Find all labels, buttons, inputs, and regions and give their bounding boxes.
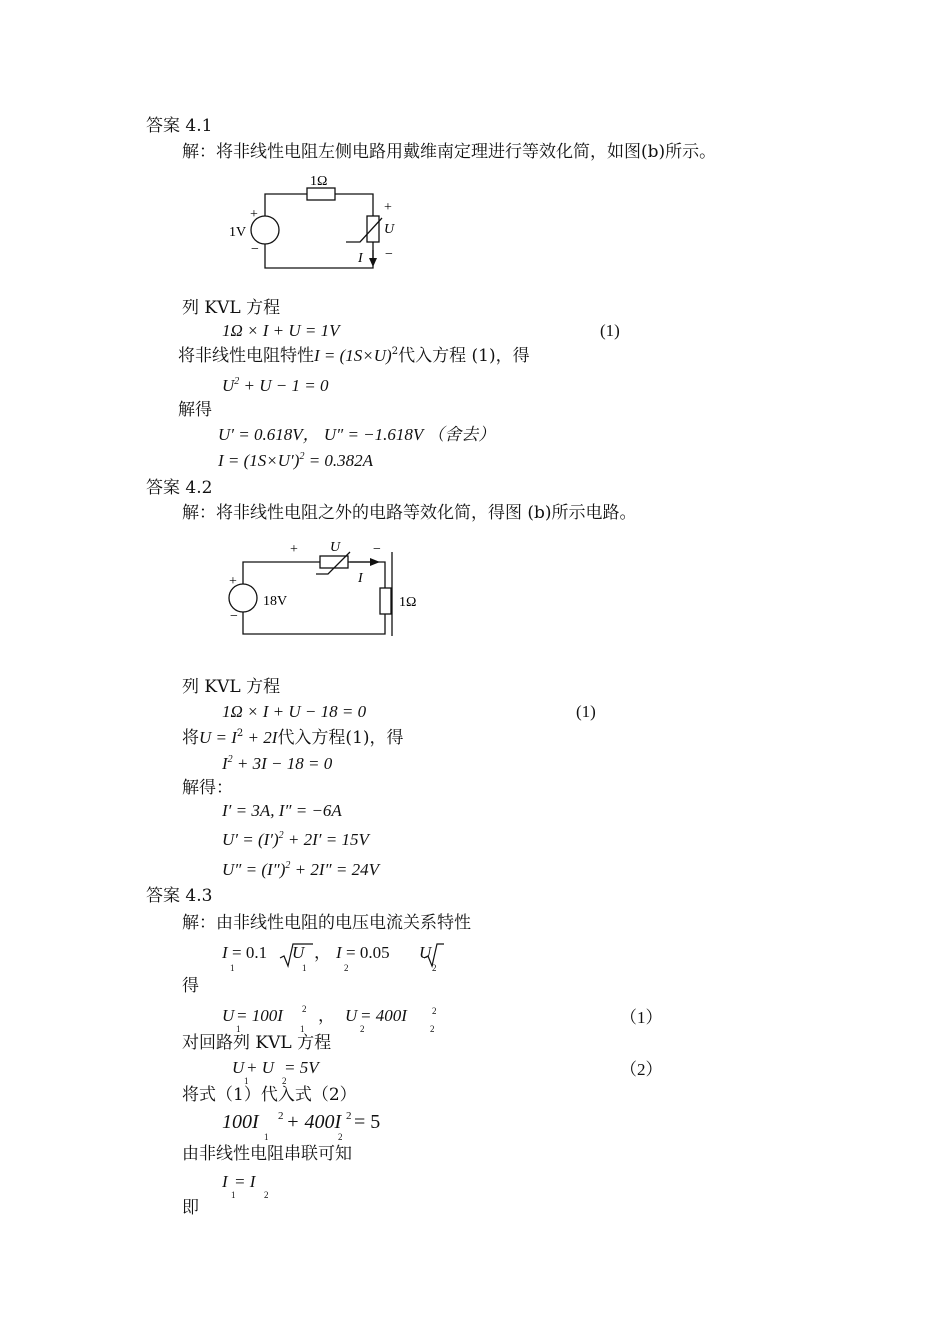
fig41-src-minus: −	[251, 242, 259, 257]
subst-suffix: 代入方程 (1)，得	[398, 346, 530, 366]
eqI-b: = I	[234, 1172, 256, 1191]
u1: U	[222, 1006, 235, 1025]
kvl-u1-sub: 1	[244, 1076, 249, 1086]
subst-prefix: 将非线性电阻特性	[178, 346, 314, 366]
eqI-a: I	[222, 1172, 228, 1191]
fig42-src-minus: −	[230, 609, 238, 624]
sol42-3sup: 2	[285, 860, 291, 871]
sol2-b: = 0.382A	[304, 451, 374, 470]
eq1-4-2: 1Ω × I + U − 18 = 0	[222, 702, 367, 721]
u2-rhs-sub: 2	[430, 1024, 435, 1034]
eq42-a: I	[222, 754, 228, 773]
series-4-3: 由非线性电阻串联可知	[182, 1144, 352, 1164]
kvl-u2-sub: 2	[282, 1076, 287, 1086]
eq2-sup: 2	[234, 376, 240, 387]
sol1-4-1: U′ = 0.618V， U″ = −1.618V （舍去）	[218, 425, 496, 444]
heading-4-2: 答案 4.2	[146, 478, 213, 498]
subst42-suffix: 代入方程(1)，得	[277, 728, 404, 748]
u2: U	[345, 1006, 358, 1025]
vi-i2: I	[336, 943, 342, 962]
sol42-2a: U′ = (I′)	[222, 830, 279, 849]
sol1-4-2: I′ = 3A, I″ = −6A	[222, 801, 342, 820]
u2-rhs: = 400I	[360, 1006, 407, 1025]
vi-sep: ，	[314, 943, 331, 963]
big-a-sup: 2	[278, 1110, 284, 1122]
heading-4-1: 答案 4.1	[146, 116, 213, 136]
vi-u2-sub: 2	[432, 963, 437, 973]
subst-eq: I = (1S×U)	[314, 346, 392, 365]
fig42-u-label: U	[330, 540, 341, 555]
vi-u1-sub: 1	[302, 963, 307, 973]
vi-i1: I	[222, 943, 228, 962]
vi-coef2: = 0.05	[346, 943, 390, 962]
fig41-i-label: I	[358, 251, 363, 266]
subst-sup: 2	[391, 346, 399, 357]
u-eq-no: （1）	[620, 1008, 663, 1027]
u1-rhs: = 100I	[236, 1006, 283, 1025]
intro-4-1: 解：将非线性电阻左侧电路用戴维南定理进行等效化简，如图(b)所示。	[182, 142, 717, 162]
intro-4-2: 解：将非线性电阻之外的电路等效化简，得图 (b)所示电路。	[182, 503, 637, 523]
kvl-rhs: = 5V	[284, 1058, 319, 1077]
big-c: = 5	[354, 1111, 381, 1133]
kvl-u1: U	[232, 1058, 245, 1077]
de-4-3: 得	[182, 976, 199, 996]
sol2-sup: 2	[299, 451, 305, 462]
eq42-b: + 3I − 18 = 0	[232, 754, 333, 773]
vi-u2: U	[419, 943, 432, 962]
big-b-sup: 2	[346, 1110, 352, 1122]
vi-i2-sub: 2	[344, 963, 349, 973]
big-b-sub: 2	[338, 1132, 343, 1142]
sol42-3b: + 2I″ = 24V	[290, 860, 379, 879]
fig41-u-plus: +	[384, 200, 392, 215]
subst42-prefix: 将	[182, 728, 199, 748]
eq2-b: + U − 1 = 0	[239, 376, 329, 395]
ji-4-3: 即	[182, 1198, 199, 1218]
kvl-u2: + U	[246, 1058, 274, 1077]
subst42-eq-a: U = I	[199, 728, 237, 747]
kvl-title-4-2: 列 KVL 方程	[182, 677, 281, 697]
u1-rhs-sup: 2	[302, 1004, 307, 1014]
subst42-eq-b: + 2I	[243, 728, 278, 747]
eq1-no-4-2: (1)	[576, 702, 596, 721]
fig41-u-label: U	[384, 222, 395, 237]
kvl-title-4-3: 对回路列 KVL 方程	[182, 1033, 332, 1053]
u2-sub: 2	[360, 1024, 365, 1034]
solve-4-1: 解得	[178, 400, 212, 420]
sol42-2sup: 2	[278, 830, 284, 841]
fig42-u-minus: −	[373, 542, 381, 557]
sol2-a: I = (1S×U′)	[218, 451, 300, 470]
kvl-title-4-1: 列 KVL 方程	[182, 298, 281, 318]
fig42-r-label: 1Ω	[399, 595, 417, 610]
fig41-r-label: 1Ω	[310, 174, 328, 189]
fig42-i-label: I	[358, 571, 363, 586]
fig41-u-minus: −	[385, 247, 393, 262]
u1-rhs-sub: 1	[300, 1024, 305, 1034]
big-b: + 400I	[286, 1111, 342, 1133]
big-a: 100I	[222, 1111, 259, 1133]
subst-4-3: 将式（1）代入式（2）	[182, 1085, 357, 1105]
eqI-a-sub: 1	[231, 1190, 236, 1200]
eq1-no-4-1: (1)	[600, 321, 620, 340]
vi-u1: U	[292, 943, 305, 962]
eqI-b-sub: 2	[264, 1190, 269, 1200]
u-sep: ，	[318, 1006, 335, 1026]
intro-4-3: 解：由非线性电阻的电压电流关系特性	[182, 913, 471, 933]
kvl-eq-no: （2）	[620, 1060, 663, 1079]
solve-4-2: 解得：	[182, 778, 233, 798]
u1-sub: 1	[236, 1024, 241, 1034]
sol42-2b: + 2I′ = 15V	[283, 830, 369, 849]
eq1-4-1: 1Ω × I + U = 1V	[222, 321, 340, 340]
fig41-src-plus: +	[250, 207, 258, 222]
heading-4-3: 答案 4.3	[146, 886, 213, 906]
eq42-sup: 2	[227, 754, 233, 765]
fig42-u-plus: +	[290, 542, 298, 557]
sol42-3a: U″ = (I″)	[222, 860, 286, 879]
u2-rhs-sup: 2	[432, 1006, 437, 1016]
fig41-src-label: 1V	[229, 225, 247, 240]
eq2-a: U	[222, 376, 235, 395]
fig42-src-label: 18V	[263, 594, 288, 609]
big-a-sub: 1	[264, 1132, 269, 1142]
vi-coef1: = 0.1	[232, 943, 268, 962]
fig42-src-plus: +	[229, 574, 237, 589]
subst42-sup: 2	[236, 728, 244, 739]
vi-i1-sub: 1	[230, 963, 235, 973]
